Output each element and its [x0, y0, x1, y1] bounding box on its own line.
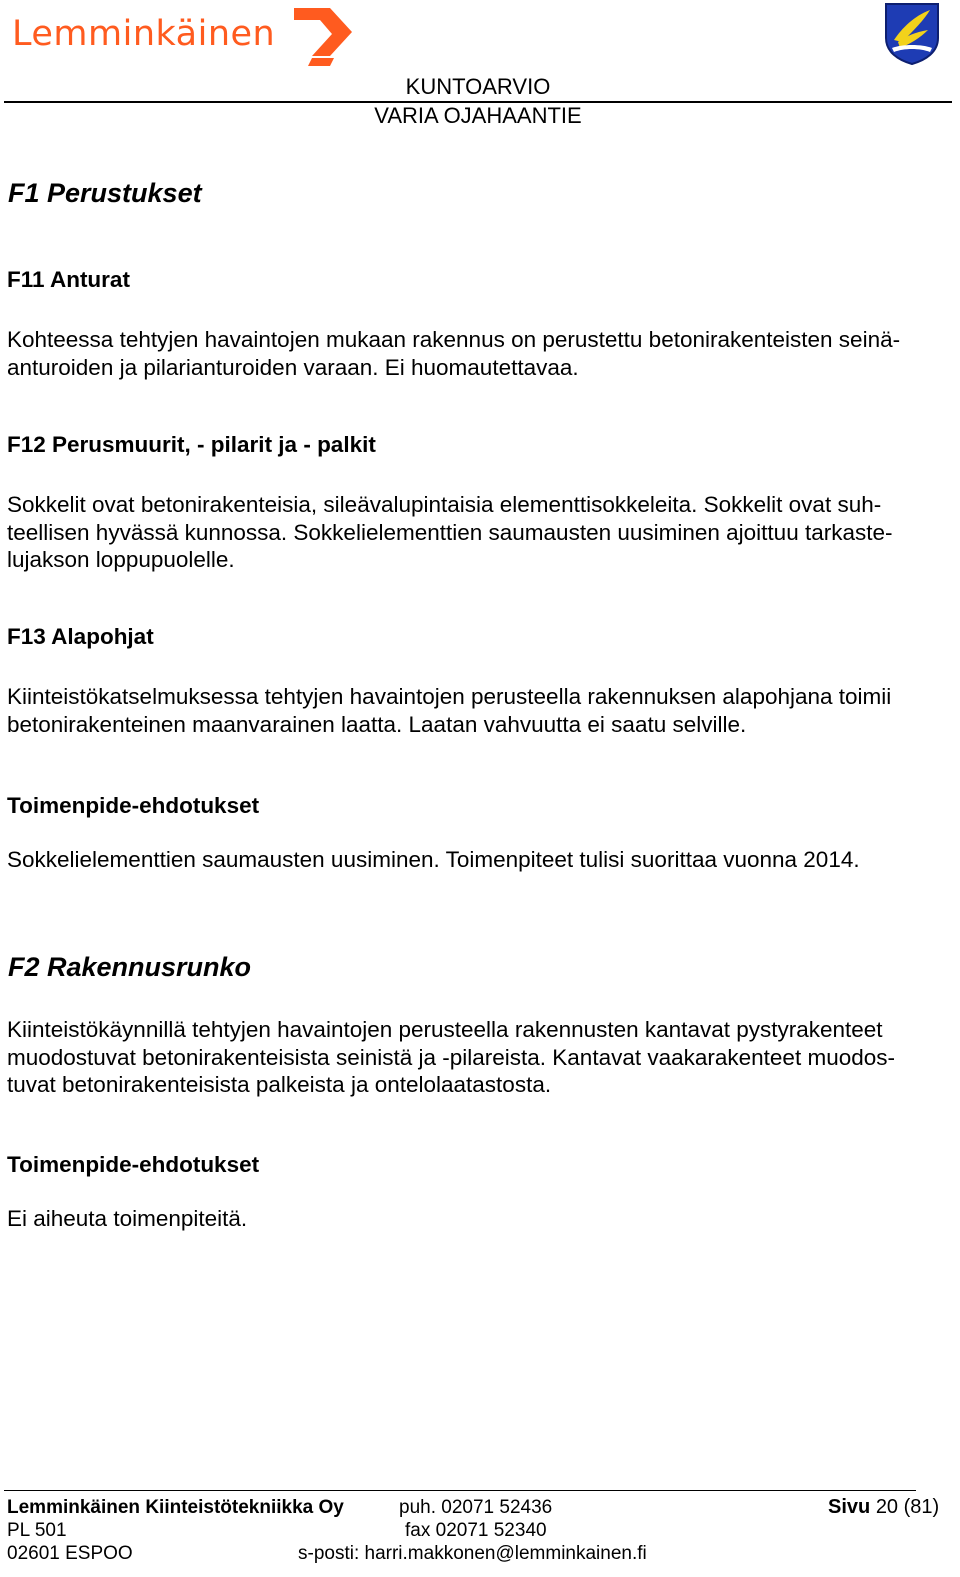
actions-text-f1: Sokkelielementtien saumausten uusiminen. Toimenpiteet tulisi suorittaa vuonna 2014. — [7, 847, 860, 872]
actions-heading-f2: Toimenpide-ehdotukset — [7, 1152, 260, 1177]
section-heading-f1: F1 Perustukset — [8, 178, 202, 208]
subsection-heading-f11: F11 Anturat — [7, 267, 130, 292]
page-total: (81) — [903, 1496, 940, 1518]
paragraph-f11 — [7, 326, 952, 381]
company-logo-text: Lemminkäinen — [12, 14, 276, 54]
page-number-indicator — [828, 1496, 939, 1518]
logo-chevron-icon — [290, 6, 356, 68]
text-line: lujakson loppupuolelle. — [7, 547, 235, 572]
actions-heading-f1: Toimenpide-ehdotukset — [7, 793, 260, 818]
municipal-crest-icon — [884, 2, 940, 66]
section-heading-f2: F2 Rakennusrunko — [8, 952, 252, 982]
footer-email: s-posti: harri.makkonen@lemminkainen.fi — [298, 1543, 647, 1564]
paragraph-f2 — [7, 1016, 952, 1099]
document-title: KUNTOARVIO — [405, 74, 551, 99]
footer-po-box: PL 501 — [7, 1520, 67, 1541]
paragraph-f12 — [7, 491, 952, 574]
text-line: Kiinteistökatselmuksessa tehtyjen havaintojen perusteella rakennuksen alapohjana toimii — [7, 684, 892, 709]
text-line: tuvat betonirakenteisista palkeista ja ontelolaatastosta. — [7, 1072, 552, 1097]
text-line: anturoiden ja pilarianturoiden varaan. Ei huomautettavaa. — [7, 354, 579, 380]
text-line: teellisen hyvässä kunnossa. Sokkelielementtien saumausten uusiminen ajoittuu tarkaste- — [7, 519, 893, 545]
subsection-heading-f13: F13 Alapohjat — [7, 624, 154, 649]
text-line: Sokkelit ovat betonirakenteisia, sileävalupintaisia elementtisokkeleita. Sokkelit ovat suh- — [7, 492, 882, 517]
footer-company: Lemminkäinen Kiinteistötekniikka Oy — [7, 1497, 344, 1518]
footer-phone: puh. 02071 52436 — [399, 1497, 553, 1518]
text-line: Kiinteistökäynnillä tehtyjen havaintojen perusteella rakennusten kantavat pystyrakenteet — [7, 1017, 883, 1042]
text-line: Kohteessa tehtyjen havaintojen mukaan rakennus on perustettu betonirakenteisten seinä- — [7, 327, 901, 352]
footer-fax: fax 02071 52340 — [405, 1520, 547, 1541]
page-label: Sivu — [828, 1496, 871, 1518]
footer-divider — [4, 1490, 916, 1491]
paragraph-f13 — [7, 683, 952, 738]
text-line: muodostuvat betonirakenteisista seinistä ja -pilareista. Kantavat vaakarakenteet muodos- — [7, 1044, 895, 1070]
footer-postal: 02601 ESPOO — [7, 1543, 133, 1564]
page-number: 20 — [875, 1496, 899, 1518]
subsection-heading-f12: F12 Perusmuurit, - pilarit ja - palkit — [7, 432, 376, 457]
header-divider — [4, 101, 952, 103]
text-line: betonirakenteinen maanvarainen laatta. Laatan vahvuutta ei saatu selville. — [7, 711, 747, 737]
actions-text-f2: Ei aiheuta toimenpiteitä. — [7, 1206, 248, 1231]
document-subtitle: VARIA OJAHAANTIE — [374, 103, 582, 128]
